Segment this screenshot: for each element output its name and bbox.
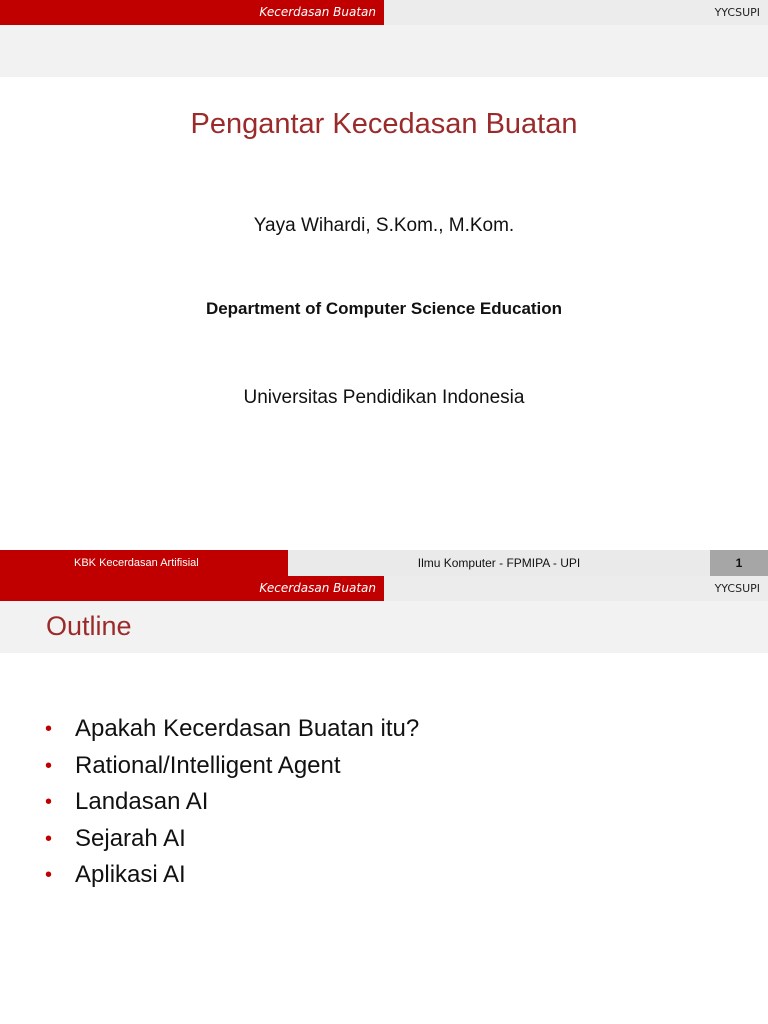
- footer-left-text: KBK Kecerdasan Artifisial: [74, 557, 199, 569]
- university-name: Universitas Pendidikan Indonesia: [243, 387, 525, 408]
- header-red-block: [0, 0, 384, 25]
- footer-center-text: Ilmu Komputer - FPMIPA - UPI: [417, 556, 581, 570]
- course-label: Kecerdasan Buatan: [259, 581, 376, 595]
- bullet-icon: •: [45, 754, 53, 777]
- bullet-icon: •: [45, 718, 53, 740]
- bullet-icon: •: [45, 864, 53, 886]
- page-number: 1: [710, 550, 768, 576]
- code-label: YYCSUPI: [714, 582, 760, 595]
- outline-list: [45, 711, 419, 894]
- list-item: [45, 784, 419, 821]
- header-red-block: [0, 576, 384, 601]
- list-item-text: Rational/Intelligent Agent: [75, 751, 341, 779]
- code-label: YYCSUPI: [714, 6, 760, 19]
- title-band: [0, 601, 768, 653]
- list-item: [45, 821, 419, 858]
- slide-title: Outline: [46, 611, 132, 641]
- list-item: [45, 748, 419, 785]
- slide-title: Pengantar Kecedasan Buatan: [190, 108, 578, 140]
- bullet-icon: •: [45, 791, 53, 813]
- course-label: Kecerdasan Buatan: [259, 5, 376, 19]
- list-item-text: Landasan AI: [75, 788, 209, 815]
- title-band: [0, 25, 768, 77]
- slide-header-bar: [0, 0, 768, 25]
- bullet-icon: •: [45, 827, 53, 850]
- list-item-text: Aplikasi AI: [75, 861, 186, 888]
- list-item: [45, 711, 419, 748]
- list-item-text: Sejarah AI: [75, 824, 186, 852]
- list-item-text: Apakah Kecerdasan Buatan itu?: [75, 715, 420, 742]
- footer-left-block: [0, 550, 288, 576]
- author-name: Yaya Wihardi, S.Kom., M.Kom.: [253, 215, 515, 236]
- slide-footer: [0, 550, 768, 576]
- slide-header-bar: [0, 576, 768, 601]
- slide-2: [0, 576, 768, 1024]
- list-item: [45, 857, 419, 894]
- department-name: Department of Computer Science Education: [205, 299, 563, 318]
